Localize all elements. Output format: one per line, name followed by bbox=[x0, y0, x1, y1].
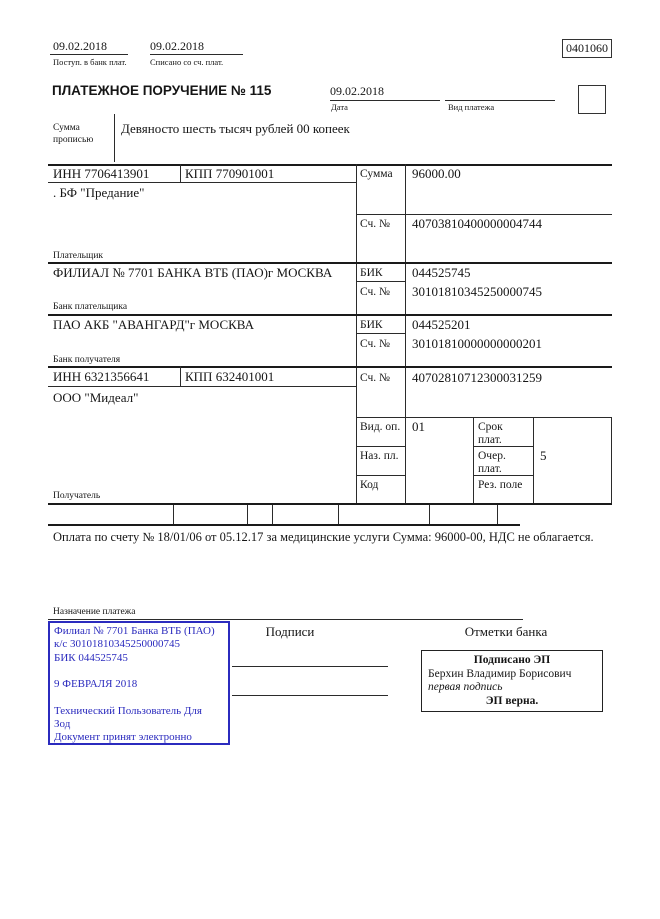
stamp-line: Зод bbox=[54, 718, 71, 731]
stamp-line bbox=[54, 691, 224, 704]
payee-bank-bik: 044525201 bbox=[412, 317, 471, 332]
payer-bank-bik-label: БИК bbox=[360, 267, 383, 279]
divider bbox=[48, 386, 356, 387]
divider bbox=[356, 475, 405, 476]
payer-kpp: КПП 770901001 bbox=[185, 166, 275, 181]
payer-name: . БФ "Предание" bbox=[53, 185, 145, 200]
payee-bank-name: ПАО АКБ "АВАНГАРД"г МОСКВА bbox=[53, 317, 255, 332]
date-label: Дата bbox=[331, 102, 348, 112]
divider bbox=[50, 54, 128, 55]
amount-words-label: Сумма прописью bbox=[53, 123, 94, 145]
divider bbox=[247, 505, 248, 524]
stamp-line: к/с 30101810345250000745 bbox=[54, 638, 181, 651]
operation-kind-value: 01 bbox=[412, 419, 425, 434]
divider bbox=[356, 214, 612, 215]
payer-bank-name: ФИЛИАЛ № 7701 БАНКА ВТБ (ПАО)г МОСКВА bbox=[53, 265, 333, 280]
divider bbox=[48, 262, 612, 264]
payer-bank-account: 30101810345250000745 bbox=[412, 284, 542, 299]
payee-bank-account-label: Сч. № bbox=[360, 338, 391, 350]
divider bbox=[473, 417, 474, 504]
payee-bank-account: 30101810000000000201 bbox=[412, 336, 542, 351]
esign-title: Подписано ЭП bbox=[473, 654, 551, 666]
payee-bank-bik-label: БИК bbox=[360, 319, 383, 331]
divider bbox=[611, 417, 612, 504]
esign-verified: ЭП верна. bbox=[485, 694, 539, 707]
stamp-line: БИК 044525745 bbox=[54, 651, 128, 664]
divider bbox=[473, 475, 533, 476]
divider bbox=[272, 505, 273, 524]
payee-account: 40702810712300031259 bbox=[412, 370, 542, 385]
priority-value: 5 bbox=[540, 448, 547, 463]
divider bbox=[356, 417, 612, 418]
debited-from-account-date: 09.02.2018 bbox=[150, 39, 204, 53]
form-code-box bbox=[562, 39, 612, 58]
form-code: 0401060 bbox=[566, 41, 608, 55]
payer-account-label: Сч. № bbox=[360, 218, 391, 230]
divider bbox=[180, 164, 181, 182]
divider bbox=[356, 281, 405, 282]
payee-name: ООО "Мидеал" bbox=[53, 390, 139, 405]
stamp-line: Филиал № 7701 Банка ВТБ (ПАО) bbox=[54, 625, 215, 637]
document-date: 09.02.2018 bbox=[330, 84, 384, 98]
divider bbox=[445, 100, 555, 101]
payer-account: 40703810400000004744 bbox=[412, 216, 542, 231]
divider bbox=[48, 524, 520, 526]
priority-label: Очер. плат. bbox=[478, 450, 506, 475]
operation-kind-label: Вид. оп. bbox=[360, 421, 401, 433]
payer-section-label: Плательщик bbox=[53, 251, 104, 261]
divider bbox=[48, 503, 612, 505]
payer-bank-bik: 044525745 bbox=[412, 265, 471, 280]
stamp-line: Документ принят электронно bbox=[54, 731, 192, 744]
payment-type-checkbox bbox=[578, 85, 606, 114]
divider bbox=[338, 505, 339, 524]
document-title: ПЛАТЕЖНОЕ ПОРУЧЕНИЕ № 115 bbox=[52, 83, 272, 98]
divider bbox=[48, 619, 523, 620]
divider bbox=[48, 314, 612, 316]
signature-line bbox=[232, 695, 388, 696]
payee-bank-section-label: Банк получателя bbox=[53, 355, 121, 365]
signature-line bbox=[232, 666, 388, 667]
bank-marks-header: Отметки банка bbox=[464, 624, 548, 639]
due-date-label: Срок плат. bbox=[478, 421, 503, 446]
divider bbox=[533, 417, 534, 504]
payer-inn: ИНН 7706413901 bbox=[53, 166, 150, 181]
payee-account-label: Сч. № bbox=[360, 372, 391, 384]
bank-acceptance-stamp bbox=[48, 621, 230, 745]
received-in-bank-label: Поступ. в банк плат. bbox=[53, 57, 127, 67]
amount-label: Сумма bbox=[360, 168, 393, 180]
divider bbox=[150, 54, 243, 55]
stamp-line: Технический Пользователь Для bbox=[54, 704, 202, 717]
payee-inn: ИНН 6321356641 bbox=[53, 369, 150, 384]
divider bbox=[48, 182, 356, 183]
esign-name: Берхин Владимир Борисович bbox=[428, 667, 572, 680]
divider bbox=[330, 100, 440, 101]
divider bbox=[473, 446, 533, 447]
reserve-field-label: Рез. поле bbox=[478, 479, 523, 491]
divider bbox=[48, 366, 612, 368]
divider bbox=[114, 114, 115, 162]
divider bbox=[356, 333, 405, 334]
divider bbox=[405, 164, 406, 504]
purpose-code-label: Наз. пл. bbox=[360, 450, 399, 462]
signatures-header: Подписи bbox=[265, 624, 315, 639]
divider bbox=[356, 164, 357, 504]
amount-value: 96000.00 bbox=[412, 166, 461, 181]
payment-purpose-text: Оплата по счету № 18/01/06 от 05.12.17 за медицинские услуги Сумма: 96000-00, НДС не облагается. bbox=[53, 530, 594, 544]
debited-from-account-label: Списано со сч. плат. bbox=[150, 57, 224, 67]
divider bbox=[173, 505, 174, 524]
amount-in-words: Девяносто шесть тысяч рублей 00 копеек bbox=[121, 121, 350, 136]
code-label: Код bbox=[360, 479, 379, 491]
purpose-section-label: Назначение платежа bbox=[53, 607, 136, 617]
payee-section-label: Получатель bbox=[53, 491, 101, 501]
divider bbox=[180, 366, 181, 386]
stamp-line bbox=[54, 665, 224, 678]
payee-kpp: КПП 632401001 bbox=[185, 369, 275, 384]
stamp-line: 9 ФЕВРАЛЯ 2018 bbox=[54, 678, 138, 691]
received-in-bank-date: 09.02.2018 bbox=[53, 39, 107, 53]
divider bbox=[356, 446, 405, 447]
electronic-signature-stamp bbox=[421, 650, 603, 712]
payer-bank-account-label: Сч. № bbox=[360, 286, 391, 298]
payment-type-label: Вид платежа bbox=[448, 102, 495, 112]
esign-type: первая подпись bbox=[428, 681, 503, 693]
payer-bank-section-label: Банк плательщика bbox=[53, 302, 128, 312]
divider bbox=[429, 505, 430, 524]
divider bbox=[497, 505, 498, 524]
